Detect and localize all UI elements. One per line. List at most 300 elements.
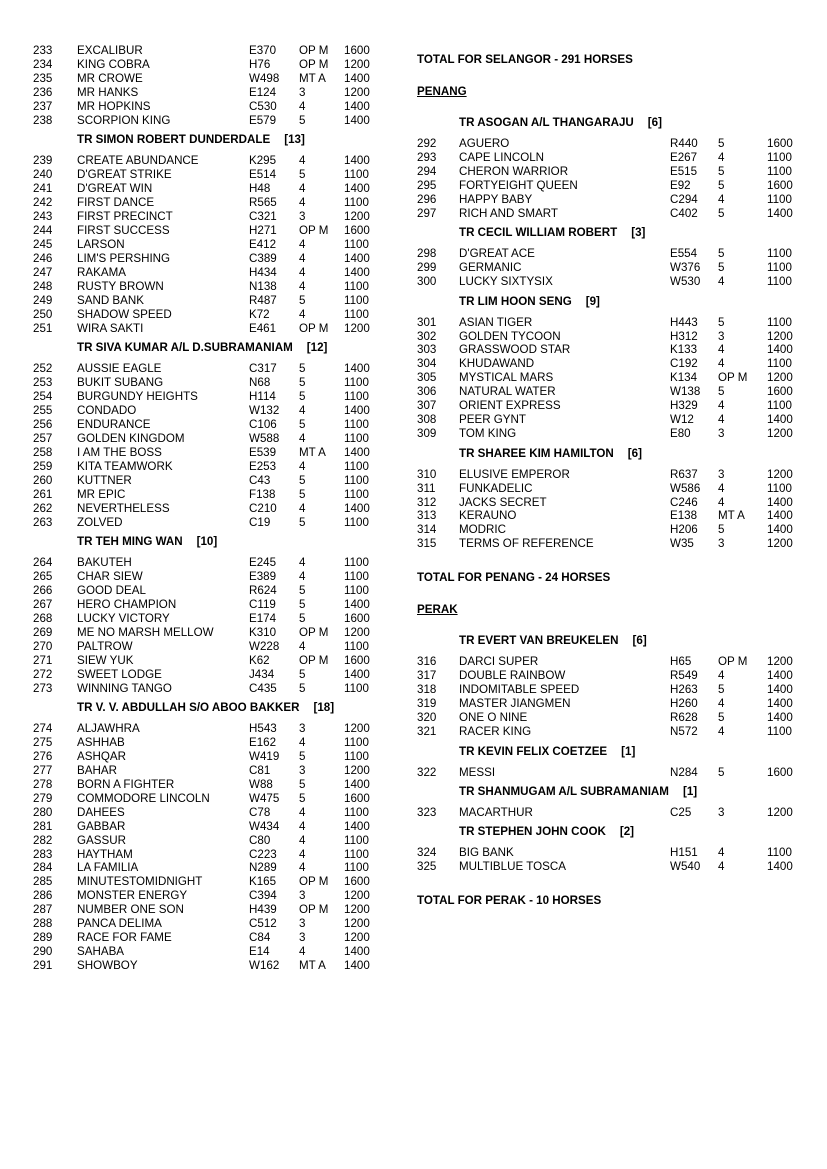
horse-number: 289 — [33, 931, 53, 945]
horse-name: MR CROWE — [77, 71, 143, 85]
horse-code: E515 — [670, 164, 698, 178]
race-distance: 1100 — [344, 417, 369, 431]
horse-class: 4 — [299, 182, 306, 196]
horse-name: D'GREAT STRIKE — [77, 168, 172, 182]
horse-number: 316 — [417, 655, 437, 669]
horse-name: CHERON WARRIOR — [459, 164, 569, 178]
horse-name: KITA TEAMWORK — [77, 459, 173, 473]
horse-class: 3 — [299, 85, 306, 99]
trainer-heading — [459, 226, 645, 240]
horse-name: MR EPIC — [77, 487, 126, 501]
region-penang: PENANG — [417, 85, 467, 98]
horse-number: 293 — [417, 150, 437, 164]
horse-code: C246 — [670, 495, 698, 509]
horse-name: SAHABA — [77, 945, 125, 959]
horse-class: 4 — [299, 154, 306, 168]
horse-name: ELUSIVE EMPEROR — [459, 467, 570, 481]
horse-name: MR HOPKINS — [77, 99, 151, 113]
race-distance: 1200 — [767, 805, 793, 819]
horse-code: E554 — [670, 247, 698, 261]
trainer-name: TR SIMON ROBERT DUNDERDALE — [77, 133, 271, 147]
horse-code: C43 — [249, 473, 271, 487]
horse-class: 5 — [299, 667, 306, 681]
horse-name: RACE FOR FAME — [77, 931, 172, 945]
horse-name: PALTROW — [77, 639, 133, 653]
horse-class: 3 — [299, 917, 306, 931]
horse-class: 5 — [718, 261, 725, 275]
horse-class: 4 — [299, 431, 306, 445]
horse-number: 315 — [417, 537, 437, 551]
horse-number: 276 — [33, 749, 53, 763]
horse-number: 244 — [33, 223, 53, 237]
race-distance: 1400 — [344, 113, 370, 127]
horse-class: 5 — [718, 247, 725, 261]
race-distance: 1100 — [344, 237, 369, 251]
race-distance: 1400 — [767, 509, 793, 523]
trainer-horse-count: [3] — [631, 226, 646, 240]
race-distance: 1400 — [344, 99, 370, 113]
horse-class: MT A — [299, 959, 326, 973]
race-distance: 1100 — [344, 196, 369, 210]
horse-code: H260 — [670, 697, 698, 711]
race-distance: 1200 — [344, 721, 370, 735]
race-distance: 1100 — [344, 583, 369, 597]
horse-number: 251 — [33, 321, 53, 335]
horse-number: 245 — [33, 237, 53, 251]
horse-name: GOOD DEAL — [77, 583, 146, 597]
horse-name: KING COBRA — [77, 57, 150, 71]
horse-name: ASIAN TIGER — [459, 315, 533, 329]
horse-name: HERO CHAMPION — [77, 597, 177, 611]
horse-code: H48 — [249, 182, 271, 196]
horse-number: 238 — [33, 113, 53, 127]
race-distance: 1200 — [767, 655, 793, 669]
race-distance: 1600 — [344, 223, 370, 237]
trainer-heading — [77, 535, 217, 549]
horse-name: ORIENT EXPRESS — [459, 399, 561, 413]
horse-code: W540 — [670, 860, 701, 874]
horse-name: JACKS SECRET — [459, 495, 547, 509]
horse-code: E124 — [249, 85, 277, 99]
horse-class: 4 — [299, 237, 306, 251]
horse-class: 3 — [299, 763, 306, 777]
horse-code: W12 — [670, 413, 694, 427]
horse-class: 3 — [718, 427, 725, 441]
race-distance: 1200 — [767, 467, 793, 481]
horse-code: H114 — [249, 389, 276, 403]
horse-code: K310 — [249, 625, 277, 639]
horse-code: W162 — [249, 959, 280, 973]
race-distance: 1400 — [767, 669, 793, 683]
horse-class: 4 — [718, 860, 725, 874]
horse-name: WIRA SAKTI — [77, 321, 144, 335]
horse-code: W530 — [670, 275, 701, 289]
horse-code: W376 — [670, 261, 701, 275]
horse-class: 3 — [299, 889, 306, 903]
race-distance: 1100 — [344, 833, 369, 847]
horse-number: 261 — [33, 487, 53, 501]
race-distance: 1400 — [767, 697, 793, 711]
horse-number: 257 — [33, 431, 53, 445]
horse-class: 4 — [718, 399, 725, 413]
horse-name: GOLDEN KINGDOM — [77, 431, 185, 445]
horse-number: 298 — [417, 247, 437, 261]
trainer-heading — [459, 116, 662, 130]
horse-class: 4 — [299, 945, 306, 959]
horse-class: OP M — [718, 371, 748, 385]
horse-class: 3 — [718, 537, 725, 551]
horse-code: H312 — [670, 329, 698, 343]
horse-name: PEER GYNT — [459, 413, 526, 427]
race-distance: 1400 — [344, 959, 370, 973]
horse-class: MT A — [299, 445, 326, 459]
horse-code: R624 — [249, 583, 277, 597]
horse-name: BURGUNDY HEIGHTS — [77, 389, 198, 403]
race-distance: 1400 — [344, 819, 370, 833]
race-distance: 1400 — [767, 523, 793, 537]
horse-number: 275 — [33, 735, 53, 749]
horse-code: E80 — [670, 427, 691, 441]
trainer-heading — [459, 634, 647, 648]
horse-code: W138 — [670, 385, 701, 399]
race-distance: 1200 — [344, 763, 370, 777]
horse-number: 317 — [417, 669, 437, 683]
race-distance: 1200 — [767, 537, 793, 551]
horse-name: COMMODORE LINCOLN — [77, 791, 210, 805]
horse-class: 4 — [299, 833, 306, 847]
horse-number: 267 — [33, 597, 53, 611]
horse-number: 247 — [33, 265, 53, 279]
horse-code: E412 — [249, 237, 277, 251]
horse-code: C19 — [249, 515, 271, 529]
horse-name: MULTIBLUE TOSCA — [459, 860, 566, 874]
horse-code: E389 — [249, 569, 277, 583]
trainer-name: TR SHANMUGAM A/L SUBRAMANIAM — [459, 784, 669, 798]
horse-number: 309 — [417, 427, 437, 441]
horse-class: 5 — [299, 749, 306, 763]
horse-name: NATURAL WATER — [459, 385, 556, 399]
horse-code: H439 — [249, 903, 277, 917]
horse-name: INDOMITABLE SPEED — [459, 683, 580, 697]
horse-code: C80 — [249, 833, 271, 847]
horse-number: 239 — [33, 154, 53, 168]
horse-class: 4 — [718, 846, 725, 860]
horse-name: MODRIC — [459, 523, 507, 537]
horse-class: 5 — [718, 315, 725, 329]
horse-class: 4 — [718, 697, 725, 711]
horse-code: K72 — [249, 307, 270, 321]
horse-class: 4 — [299, 861, 306, 875]
horse-class: 3 — [718, 805, 725, 819]
horse-number: 270 — [33, 639, 53, 653]
horse-class: OP M — [299, 321, 329, 335]
horse-class: 4 — [299, 279, 306, 293]
race-distance: 1100 — [344, 279, 369, 293]
race-distance: 1200 — [344, 889, 370, 903]
horse-name: MONSTER ENERGY — [77, 889, 188, 903]
race-distance: 1400 — [344, 251, 370, 265]
race-distance: 1400 — [344, 182, 370, 196]
horse-number: 259 — [33, 459, 53, 473]
horse-class: 5 — [718, 178, 725, 192]
horse-code: K133 — [670, 343, 698, 357]
horse-name: NUMBER ONE SON — [77, 903, 184, 917]
horse-code: C192 — [670, 357, 698, 371]
horse-code: E370 — [249, 44, 277, 57]
trainer-name: TR SIVA KUMAR A/L D.SUBRAMANIAM — [77, 341, 293, 355]
horse-number: 236 — [33, 85, 53, 99]
horse-name: KHUDAWAND — [459, 357, 535, 371]
horse-code: H65 — [670, 655, 692, 669]
horse-class: 4 — [299, 501, 306, 515]
region-perak: PERAK — [417, 603, 458, 617]
horse-number: 303 — [417, 343, 437, 357]
horse-class: OP M — [299, 625, 329, 639]
horse-class: 4 — [718, 150, 725, 164]
horse-class: 3 — [299, 210, 306, 223]
horse-name: GRASSWOOD STAR — [459, 343, 571, 357]
race-distance: 1400 — [344, 403, 370, 417]
horse-class: OP M — [299, 653, 329, 667]
horse-number: 240 — [33, 168, 53, 182]
horse-class: 5 — [718, 385, 725, 399]
horse-class: 4 — [299, 569, 306, 583]
race-distance: 1400 — [767, 206, 793, 220]
horse-code: C512 — [249, 917, 277, 931]
horse-name: BAHAR — [77, 763, 117, 777]
horse-code: E514 — [249, 168, 277, 182]
race-distance: 1400 — [767, 860, 793, 874]
race-distance: 1100 — [344, 639, 369, 653]
horse-number: 234 — [33, 57, 53, 71]
horse-code: H271 — [249, 223, 277, 237]
horse-class: OP M — [299, 875, 329, 889]
horse-number: 287 — [33, 903, 53, 917]
horse-name: LIM'S PERSHING — [77, 251, 171, 265]
horse-code: E253 — [249, 459, 277, 473]
trainer-name: TR TEH MING WAN — [77, 534, 183, 548]
horse-code: E14 — [249, 945, 270, 959]
trainer-horse-count: [6] — [647, 116, 662, 129]
horse-class: 5 — [299, 777, 306, 791]
race-distance: 1400 — [344, 501, 370, 515]
race-distance: 1100 — [344, 168, 369, 182]
horse-number: 235 — [33, 71, 53, 85]
horse-name: AGUERO — [459, 137, 510, 150]
horse-name: LA FAMILIA — [77, 861, 139, 875]
race-distance: 1600 — [344, 791, 370, 805]
horse-number: 282 — [33, 833, 53, 847]
horse-class: 4 — [299, 403, 306, 417]
horse-code: R487 — [249, 293, 277, 307]
horse-name: GERMANIC — [459, 261, 522, 275]
horse-name: I AM THE BOSS — [77, 445, 162, 459]
race-distance: 1100 — [344, 805, 369, 819]
horse-code: W419 — [249, 749, 280, 763]
horse-number: 305 — [417, 371, 437, 385]
horse-class: MT A — [718, 509, 745, 523]
horse-number: 294 — [417, 164, 437, 178]
horse-name: FORTYEIGHT QUEEN — [459, 178, 578, 192]
horse-number: 313 — [417, 509, 437, 523]
race-distance: 1400 — [344, 265, 370, 279]
horse-code: K62 — [249, 653, 270, 667]
horse-code: K165 — [249, 875, 277, 889]
horse-name: GASSUR — [77, 833, 126, 847]
trainer-horse-count: [18] — [313, 700, 335, 714]
horse-number: 307 — [417, 399, 437, 413]
race-distance: 1400 — [767, 413, 793, 427]
horse-class: 5 — [299, 168, 306, 182]
horse-number: 295 — [417, 178, 437, 192]
horse-name: MESSI — [459, 765, 496, 779]
horse-code: E245 — [249, 555, 277, 569]
horse-class: OP M — [299, 57, 329, 71]
horse-code: E92 — [670, 178, 691, 192]
race-distance: 1200 — [344, 321, 370, 335]
horse-name: MASTER JIANGMEN — [459, 697, 571, 711]
race-distance: 1600 — [344, 611, 370, 625]
race-distance: 1100 — [344, 735, 369, 749]
horse-number: 319 — [417, 697, 437, 711]
race-distance: 1600 — [344, 44, 370, 57]
horse-class: 5 — [299, 681, 306, 695]
race-distance: 1400 — [767, 683, 793, 697]
horse-code: K134 — [670, 371, 698, 385]
horse-number: 304 — [417, 357, 437, 371]
horse-name: TOM KING — [459, 427, 517, 441]
race-distance: 1400 — [344, 71, 370, 85]
horse-class: 3 — [718, 467, 725, 481]
horse-class: 4 — [299, 555, 306, 569]
horse-class: 5 — [718, 206, 725, 220]
horse-number: 242 — [33, 196, 53, 210]
horse-code: W588 — [249, 431, 280, 445]
horse-name: D'GREAT WIN — [77, 182, 153, 196]
race-distance: 1100 — [344, 293, 369, 307]
horse-class: MT A — [299, 71, 326, 85]
trainer-horse-count: [10] — [196, 534, 218, 548]
race-distance: 1100 — [767, 247, 792, 261]
horse-class: 5 — [299, 597, 306, 611]
race-distance: 1100 — [344, 459, 369, 473]
horse-name: SIEW YUK — [77, 653, 134, 667]
horse-code: J434 — [249, 667, 275, 681]
horse-name: PANCA DELIMA — [77, 917, 162, 931]
race-distance: 1100 — [344, 376, 369, 389]
race-distance: 1100 — [767, 846, 792, 860]
race-distance: 1100 — [344, 515, 369, 529]
horse-code: C119 — [249, 597, 276, 611]
horse-class: 4 — [299, 265, 306, 279]
horse-class: 5 — [299, 293, 306, 307]
race-distance: 1100 — [344, 307, 369, 321]
horse-class: 5 — [299, 791, 306, 805]
race-distance: 1100 — [767, 261, 792, 275]
horse-name: SHADOW SPEED — [77, 307, 172, 321]
horse-number: 283 — [33, 847, 53, 861]
horse-code: R549 — [670, 669, 698, 683]
horse-class: 4 — [718, 413, 725, 427]
horse-name: KUTTNER — [77, 473, 132, 487]
race-distance: 1200 — [344, 917, 370, 931]
trainer-heading — [459, 295, 600, 309]
horse-number: 285 — [33, 875, 53, 889]
horse-code: H434 — [249, 265, 277, 279]
horse-class: 5 — [718, 711, 725, 725]
horse-class: OP M — [299, 44, 329, 57]
trainer-horse-count: [9] — [585, 294, 600, 308]
horse-number: 279 — [33, 791, 53, 805]
total-penang: TOTAL FOR PENANG - 24 HORSES — [417, 571, 611, 585]
horse-number: 310 — [417, 467, 437, 481]
horse-name: BAKUTEH — [77, 555, 132, 569]
horse-class: 4 — [299, 307, 306, 321]
horse-number: 277 — [33, 763, 53, 777]
race-distance: 1400 — [767, 711, 793, 725]
horse-number: 265 — [33, 569, 53, 583]
horse-number: 274 — [33, 721, 53, 735]
race-distance: 1400 — [344, 154, 370, 168]
horse-name: BORN A FIGHTER — [77, 777, 175, 791]
horse-number: 258 — [33, 445, 53, 459]
horse-class: 3 — [299, 931, 306, 945]
horse-code: N572 — [670, 725, 698, 739]
horse-number: 300 — [417, 275, 437, 289]
horse-number: 254 — [33, 389, 53, 403]
trainer-name: TR STEPHEN JOHN COOK — [459, 825, 606, 839]
race-distance: 1100 — [767, 275, 792, 289]
horse-class: 4 — [299, 639, 306, 653]
race-distance: 1200 — [344, 210, 370, 223]
horse-code: H206 — [670, 523, 698, 537]
trainer-heading — [77, 701, 334, 715]
trainer-name: TR KEVIN FELIX COETZEE — [459, 744, 608, 758]
trainer-horse-count: [2] — [619, 825, 635, 839]
horse-number: 264 — [33, 555, 53, 569]
horse-number: 252 — [33, 362, 53, 376]
trainer-heading — [459, 447, 642, 461]
horse-class: 5 — [718, 137, 725, 150]
trainer-horse-count: [13] — [284, 133, 305, 147]
horse-code: E267 — [670, 150, 698, 164]
trainer-heading — [459, 745, 635, 759]
horse-code: W88 — [249, 777, 273, 791]
horse-class: 5 — [299, 113, 306, 127]
horse-name: TERMS OF REFERENCE — [459, 537, 594, 551]
horse-name: SAND BANK — [77, 293, 145, 307]
horse-number: 255 — [33, 403, 53, 417]
horse-name: WINNING TANGO — [77, 681, 172, 695]
race-distance: 1100 — [344, 555, 369, 569]
horse-class: OP M — [299, 223, 329, 237]
horse-class: 3 — [299, 721, 306, 735]
horse-name: NEVERTHELESS — [77, 501, 170, 515]
horse-name: BUKIT SUBANG — [77, 376, 164, 389]
race-distance: 1600 — [767, 178, 793, 192]
race-distance: 1600 — [767, 385, 793, 399]
horse-code: H76 — [249, 57, 271, 71]
race-distance: 1100 — [344, 389, 369, 403]
horse-name: DARCI SUPER — [459, 655, 539, 669]
horse-code: R440 — [670, 137, 698, 150]
horse-name: ZOLVED — [77, 515, 123, 529]
horse-class: 4 — [718, 481, 725, 495]
horse-name: CHAR SIEW — [77, 569, 143, 583]
race-distance: 1400 — [344, 945, 370, 959]
race-distance: 1100 — [344, 749, 369, 763]
race-distance: 1100 — [344, 569, 369, 583]
